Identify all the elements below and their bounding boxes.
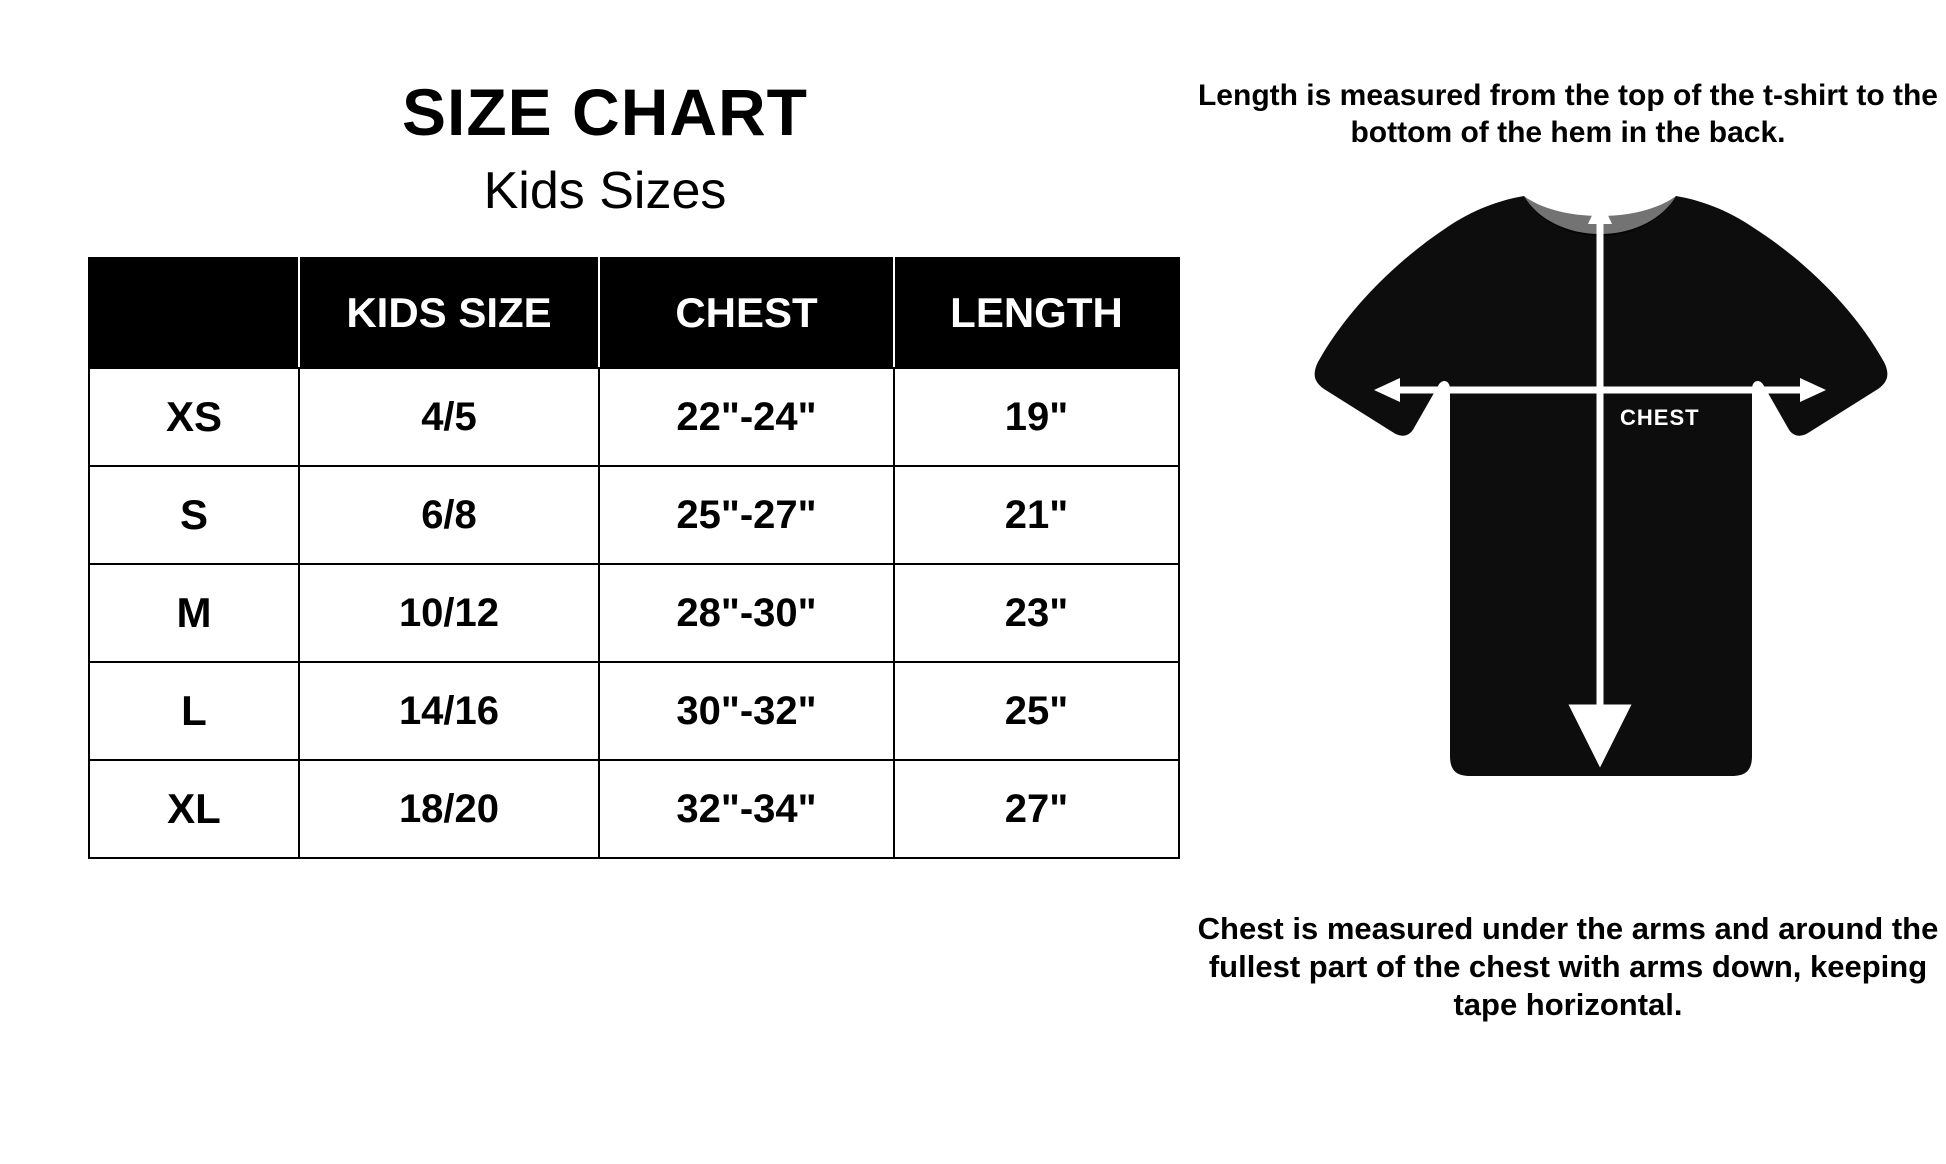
length-label: LENGTH bbox=[1368, 458, 1393, 555]
cell-kids-size: 14/16 bbox=[299, 662, 599, 760]
table-header-row bbox=[89, 258, 1179, 368]
tshirt-icon bbox=[1208, 190, 1928, 890]
cell-chest: 22"-24" bbox=[599, 368, 894, 466]
cell-length: 25" bbox=[894, 662, 1179, 760]
measurement-diagram-panel bbox=[1190, 0, 1946, 1164]
cell-kids-size: 4/5 bbox=[299, 368, 599, 466]
cell-size: XS bbox=[89, 368, 299, 466]
cell-chest: 25"-27" bbox=[599, 466, 894, 564]
table-row bbox=[89, 760, 1179, 858]
cell-chest: 32"-34" bbox=[599, 760, 894, 858]
length-instruction-text: Length is measured from the top of the t-shirt to the bottom of the hem in the back. bbox=[1197, 79, 1938, 149]
size-table bbox=[88, 257, 1180, 859]
cell-size: XL bbox=[89, 760, 299, 858]
table-row bbox=[89, 368, 1179, 466]
cell-length: 27" bbox=[894, 760, 1179, 858]
cell-length: 21" bbox=[894, 466, 1179, 564]
cell-kids-size: 10/12 bbox=[299, 564, 599, 662]
cell-length: 19" bbox=[894, 368, 1179, 466]
chest-label: CHEST bbox=[1620, 405, 1700, 430]
page-title: SIZE CHART bbox=[402, 75, 808, 149]
chest-instruction-text: Chest is measured under the arms and around the fullest part of the chest with arms down, keeping tape horizontal. bbox=[1197, 911, 1939, 1022]
cell-kids-size: 18/20 bbox=[299, 760, 599, 858]
table-row bbox=[89, 662, 1179, 760]
table-row bbox=[89, 564, 1179, 662]
tshirt-diagram bbox=[1208, 190, 1928, 890]
table-row bbox=[89, 466, 1179, 564]
table-header-chest: CHEST bbox=[599, 258, 894, 368]
cell-chest: 28"-30" bbox=[599, 564, 894, 662]
cell-kids-size: 6/8 bbox=[299, 466, 599, 564]
table-header-kids-size: KIDS SIZE bbox=[299, 258, 599, 368]
table-header-length: LENGTH bbox=[894, 258, 1179, 368]
page-subtitle: Kids Sizes bbox=[483, 162, 727, 221]
cell-size: S bbox=[89, 466, 299, 564]
cell-size: L bbox=[89, 662, 299, 760]
cell-chest: 30"-32" bbox=[599, 662, 894, 760]
cell-size: M bbox=[89, 564, 299, 662]
table-header-blank bbox=[89, 258, 299, 368]
cell-length: 23" bbox=[894, 564, 1179, 662]
